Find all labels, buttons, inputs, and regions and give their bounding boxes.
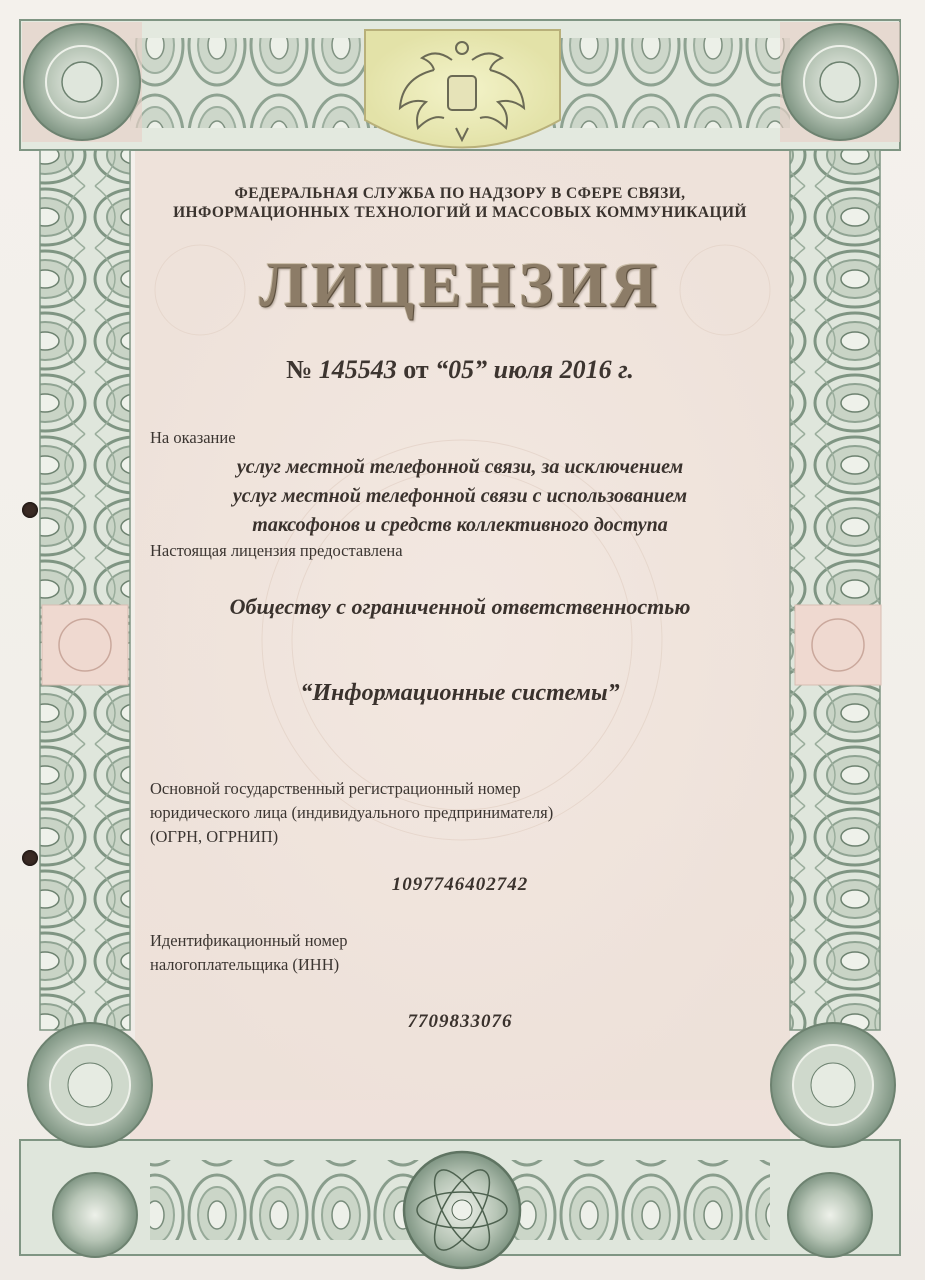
- agency-name-line-1: ФЕДЕРАЛЬНАЯ СЛУЖБА ПО НАДЗОРУ В СФЕРЕ СВЯЗИ,: [234, 185, 686, 202]
- service-line: таксофонов и средств коллективного доступа: [252, 514, 668, 536]
- holder-legal-form: Обществу с ограниченной ответственностью: [229, 594, 691, 619]
- agency-name-line-2: ИНФОРМАЦИОННЫХ ТЕХНОЛОГИЙ И МАССОВЫХ КОММУНИКАЦИЙ: [173, 204, 747, 221]
- services-label: На оказание: [150, 428, 236, 447]
- license-date-rest: июля 2016 г.: [487, 355, 634, 384]
- punch-hole-top: [22, 502, 38, 518]
- license-date-day: “05”: [435, 355, 488, 384]
- inn-value: 7709833076: [407, 1011, 513, 1032]
- service-line: услуг местной телефонной связи с использованием: [232, 485, 688, 507]
- corner-rosette-top-left: [22, 22, 142, 142]
- service-line: услуг местной телефонной связи, за исключением: [236, 456, 684, 478]
- ogrn-label: Основной государственный регистрационный номер: [150, 779, 521, 798]
- ogrn-value: 1097746402742: [391, 874, 529, 895]
- inn-label: налогоплательщика (ИНН): [150, 955, 340, 974]
- date-from: от: [396, 355, 436, 384]
- document-title: ЛИЦЕНЗИЯ: [259, 249, 661, 320]
- corner-rosette-top-right: [780, 22, 900, 142]
- punch-hole-bottom: [22, 850, 38, 866]
- inn-label: Идентификационный номер: [150, 931, 348, 950]
- bottom-center-rosette: [404, 1152, 520, 1268]
- granted-label: Настоящая лицензия предоставлена: [150, 541, 403, 560]
- ogrn-label: (ОГРН, ОГРНИП): [150, 827, 279, 846]
- license-number-line: [160, 355, 760, 385]
- number-prefix: №: [286, 355, 319, 384]
- license-number: 145543: [318, 355, 397, 384]
- emblem-plate: [365, 30, 560, 148]
- ogrn-label: юридического лица (индивидуального предпринимателя): [150, 803, 554, 822]
- holder-name: “Информационные системы”: [300, 680, 620, 706]
